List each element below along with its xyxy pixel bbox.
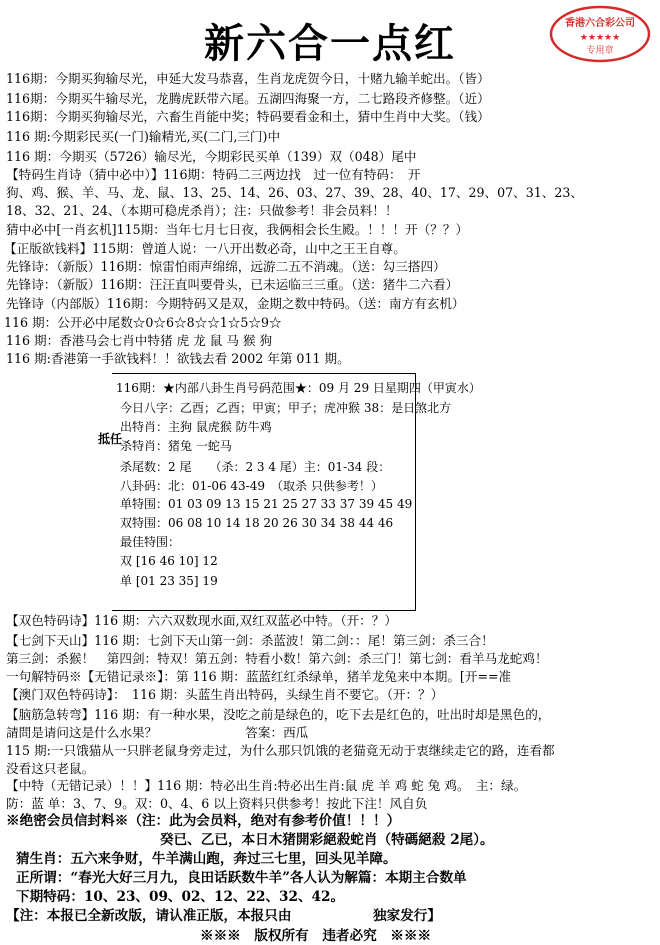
box-row: 双特围：06 08 10 14 18 20 26 30 34 38 44 46 [120, 516, 394, 530]
text-line: 116 期:香港第一手欲钱料！！欲钱去看 2002 年第 011 期。 [6, 351, 350, 366]
text-line: 【特码生肖诗（猜中必中）】116期：特码二三两边找 过一位有特码： 开 [6, 167, 421, 182]
text-line: 癸已、乙已，本日木猪開彩絕殺蛇肖（特碼絕殺 2尾）。 [160, 832, 494, 848]
text-line: 【脑筋急转弯】116 期：有一种水果，没吃之前是绿色的，吃下去是红色的，吐出时却是黑色的， [6, 707, 551, 722]
text-line: 猜生肖：五六来争财，牛羊满山跑，奔过三七里，回头见羊障。 [16, 851, 397, 867]
company-seal [548, 4, 652, 64]
box-row: 杀尾数：2 尾 （杀：2 3 4 尾）主：01-34 段： [120, 460, 391, 474]
text-line: 【中特（无错记录）！！】116 期：特必出生肖:特必出生肖:鼠 虎 羊 鸡 蛇 兔 鸡。 主：绿。 [6, 778, 527, 793]
text-line: 116期：今期买狗输尽光，六畜生肖能中奖；特码要看金和土，猜中生肖中大奖。（钱） [6, 109, 490, 124]
text-line: 116 期:今期彩民买(一门)输精光,买(二门,三门)中 [6, 129, 281, 144]
box-row: 杀特肖：猪兔 一蛇马 [120, 439, 232, 453]
box-row: 最佳特围： [120, 535, 181, 549]
text-line: 正所谓：“春光大好三月九，良田话跃数牛羊”各人认为解篇：本期主合数单 [16, 870, 467, 886]
text-line: 【正版欲钱料】115期：曾道人说：一八开出数必奇，山中之王王自尊。 [4, 241, 406, 256]
svg-text:★★★★★: ★★★★★ [579, 33, 621, 43]
text-line: 116 期：公开必中尾数☆0☆6☆8☆☆1☆5☆9☆ [4, 315, 282, 330]
box-row: 双 [16 46 10] 12 [120, 554, 218, 568]
text-line: 防：蓝 单：3、7、9。双：0、4、6 以上资料只供参考！按此下注！风自负 [6, 796, 428, 811]
text-line: 一句解特码※【无错记录※】：第 116 期：蓝蓝红红杀绿单，猪羊龙兔来中本期。[开==准 [6, 669, 512, 684]
text-line: ※绝密会员信封料※（注：此为会员料，绝对有参考价值！！！） [6, 813, 401, 829]
text-line: 下期特码：10、23、09、02、12、22、32、42。 [16, 889, 345, 905]
box-row: 116期：★内部八卦生肖号码范围★：09 月 29 日星期四（甲寅水） [116, 381, 481, 395]
text-line: 116 期：香港马会七肖中特猪 虎 龙 鼠 马 猴 狗 [6, 333, 273, 348]
text-line: 第三剑：杀猴！ 第四剑：特双！第五剑：特看小数！第六剑：杀三门！第七剑：看羊马龙蛇鸡！ [6, 651, 548, 666]
box-row: 单 [01 23 35] 19 [120, 574, 218, 588]
box-row: 出特肖：主狗 鼠虎猴 防牛鸡 [120, 420, 272, 434]
seal-top-text: 香港六合彩公司 [565, 18, 635, 29]
box-row: 八卦码：北：01-06 43-49 （取杀 只供参考！） [120, 479, 383, 493]
box-row: 单特围：01 03 09 13 15 21 25 27 33 37 39 45 49 [120, 497, 413, 511]
text-line: 先锋诗：（新版）116期：汪汪直叫要骨头，已未运临三三重。（送：猪牛二六看） [6, 277, 459, 292]
text-line: 先锋诗：（新版）116期：惊雷怕雨声绵绵，远游二五不消魂。（送：勾三搭四） [6, 259, 446, 274]
text-line: 116 期：今期买（5726）输尽光，今期彩民买单（139）双（048）尾中 [6, 149, 417, 164]
bagua-info-box [112, 373, 481, 611]
text-line: 【注：本报已全新改版，请认准正版，本报只由 独家发行】 [6, 908, 441, 924]
text-line: 116期：今期买牛输尽光，龙腾虎跃带六尾。五湖四海聚一方，二七路段齐修整。（近） [6, 91, 490, 106]
text-line: 18、32、21、24、（本期可稳虎杀肖）；注：只做参考！非会员料！！ [6, 203, 398, 218]
stamp-mark: 抵任 [98, 432, 123, 446]
text-line: 【澳门双色特码诗】： 116 期：头蓝生肖出特码，头绿生肖不要它。（开：？） [6, 687, 444, 702]
text-line: 猜中必中[一肖玄机]115期：当年七月七日夜，我俩相会长生殿。！！！开（？？） [6, 222, 469, 237]
text-line: 先锋诗（内部版）116期：今期特码又是双，金期之数中特码。（送：南方有玄机） [6, 296, 465, 311]
seal-bottom-text: 专用章 [586, 46, 614, 56]
text-line: 115 期:一只饿猫从一只胖老鼠身旁走过，为什么那只饥饿的老猫竟无动于衷继续走它的路，连看都 [6, 743, 555, 758]
text-line: 没看这只老鼠。 [6, 761, 95, 776]
page-title: 新六合一点红 [204, 20, 456, 67]
text-line: 【双色特码诗】116 期：六六双数现水面,双红双蓝必中特。（开：？） [6, 613, 397, 628]
text-line: 請問是请问这是什么水果？ 答案：西瓜 [6, 725, 309, 740]
text-line: 116期：今期买狗输尽光，申延大发马恭喜，生肖龙虎贺今日，十赌九输羊蛇出。（皆） [6, 71, 490, 86]
box-row: 今日八字：乙酉；乙酉；甲寅；甲子；虎冲猴 38：是日煞北方 [120, 401, 452, 415]
text-line: ※※※ 版权所有 违者必究 ※※※ [200, 928, 432, 944]
text-line: 狗、鸡、猴、羊、马、龙、鼠、13、25、14、26、03、27、39、28、40、17、29、07、31、23、 [6, 185, 583, 200]
text-line: 【七剑下天山】116 期：七剑下天山第一剑：杀蓝波！第二剑：：尾！第三剑：杀三合！ [6, 633, 494, 648]
